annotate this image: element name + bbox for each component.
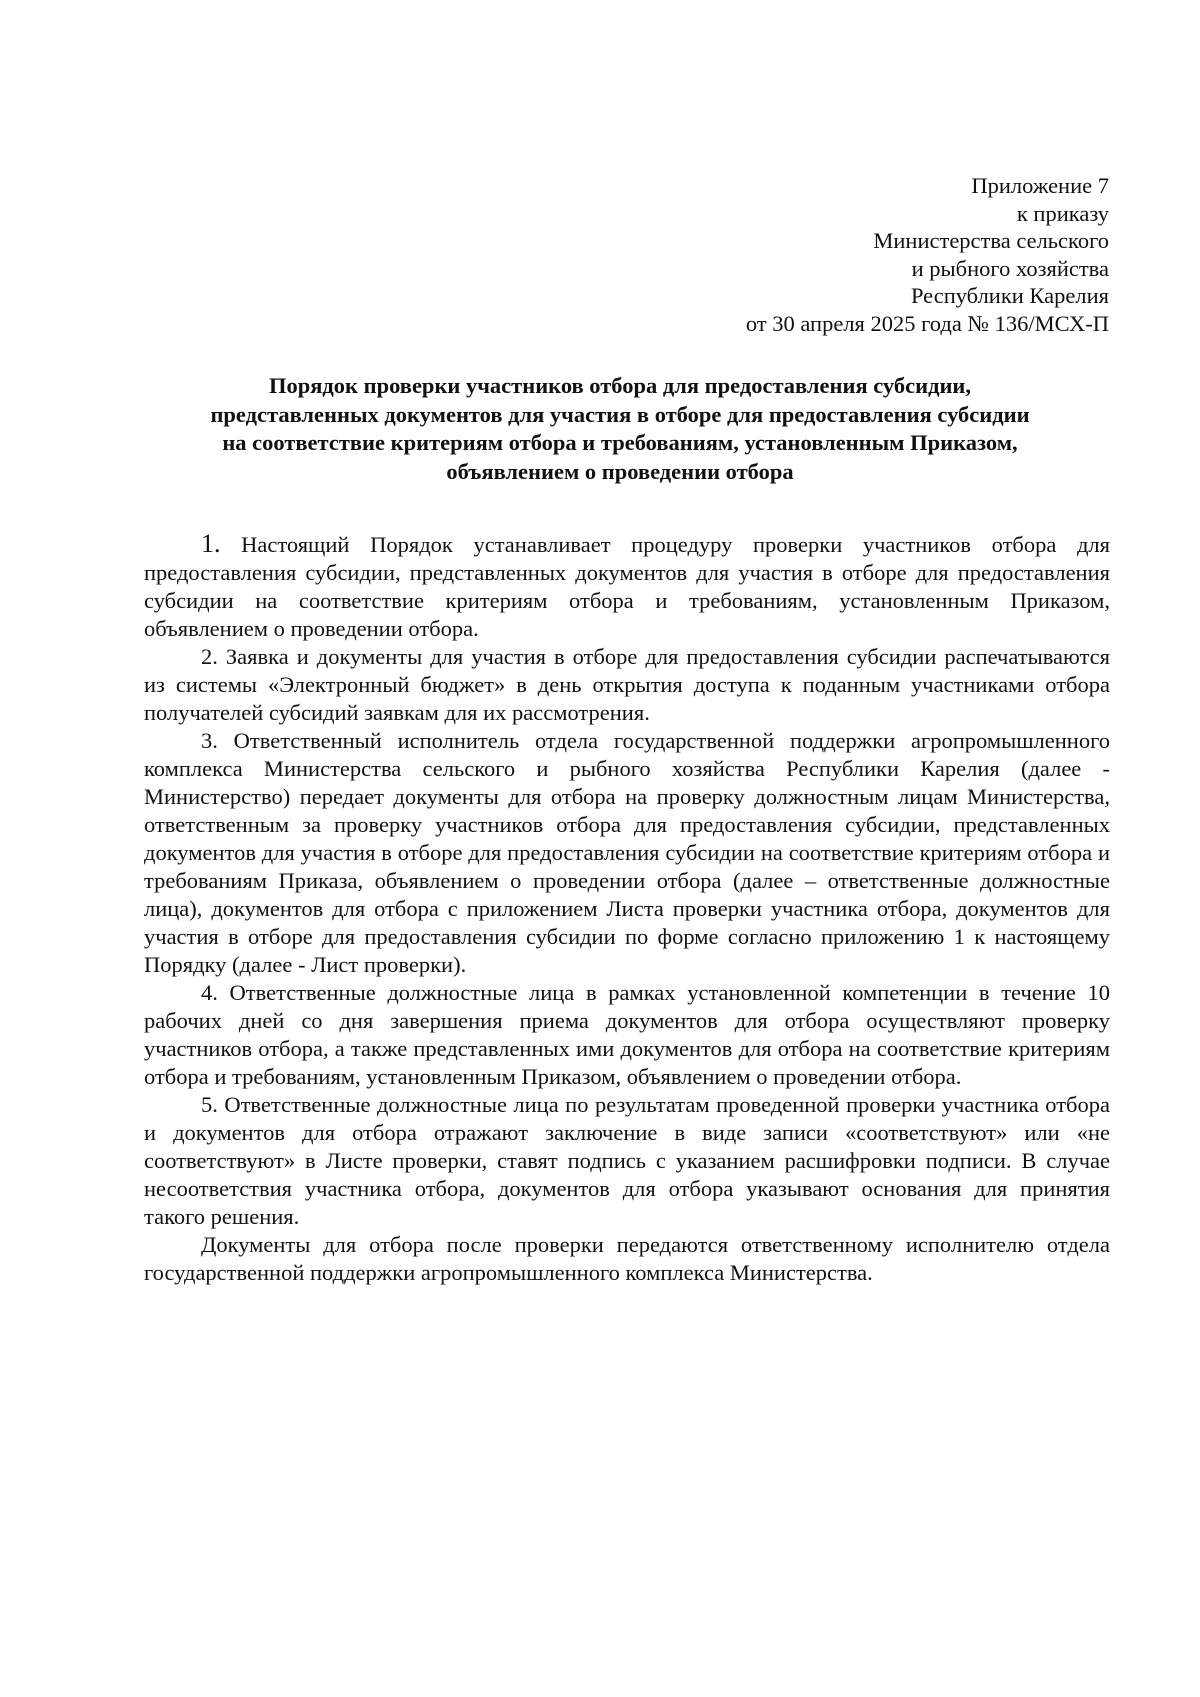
- paragraph-5: [144, 1091, 1110, 1231]
- paragraph-text: Документы для отбора после проверки передаются ответственному исполнителю отдела государственной поддержки агропромышленного комплекса Министерства.: [144, 1232, 1110, 1285]
- paragraph-closing: [144, 1231, 1110, 1287]
- paragraph-1: [144, 530, 1110, 643]
- header-line-appendix-number: Приложение 7: [971, 173, 1109, 198]
- paragraph-text: Настоящий Порядок устанавливает процедуру проверки участников отбора для предоставления субсидии, представленных документов для участия в отборе для предоставления субсидии на соответствие критериям отбора и требованиям, установленным Приказом, объявлением о проведении отбора.: [144, 532, 1110, 641]
- header-line-to-order: к приказу: [1016, 200, 1109, 226]
- paragraph-3: [144, 727, 1110, 979]
- title-line: Порядок проверки участников отбора для предоставления субсидии,: [268, 373, 972, 398]
- paragraph-number: 1.: [201, 529, 221, 558]
- header-line-order-date-number: от 30 апреля 2025 года № 136/МСХ-П: [745, 310, 1109, 336]
- paragraph-text: 4. Ответственные должностные лица в рамках установленной компетенции в течение 10 рабочих дней со дня завершения приема документов для отбора осуществляют проверку участников отбора, а также представленных ими документов для отбора на соответствие критериям отбора и требованиям, установленным Приказом, объявлением о проведении отбора.: [144, 980, 1110, 1089]
- document-title: [130, 372, 1110, 486]
- paragraph-2: [144, 643, 1110, 727]
- appendix-header: [589, 172, 1109, 338]
- paragraph-text: 5. Ответственные должностные лица по результатам проведенной проверки участника отбора и документов для отбора отражают заключение в виде записи «соответствуют» или «не соответствуют» в Листе проверки, ставят подпись с указанием расшифровки подписи. В случае несоответствия участника отбора, документов для отбора указывают основания для принятия такого решения.: [144, 1092, 1110, 1229]
- paragraph-4: [144, 979, 1110, 1091]
- paragraph-text: 3. Ответственный исполнитель отдела государственной поддержки агропромышленного комплекса Министерства сельского и рыбного хозяйства Республики Карелия (далее - Министерство) передает документы для отбора на проверку должностным лицам Министерства, ответственным за проверку участников отбора для предоставления субсидии, представленных документов для участия в отборе для предоставления субсидии на соответствие критериям отбора и требованиям Приказа, объявлением о проведении отбора (далее – ответственные должностные лица), документов для отбора с приложением Листа проверки участника отбора, документов для участия в отборе для предоставления субсидии по форме согласно приложению 1 к настоящему Порядку (далее - Лист проверки).: [144, 728, 1110, 977]
- header-line-ministry: Министерства сельского: [873, 228, 1109, 254]
- title-line: объявлением о проведении отбора: [446, 458, 794, 484]
- title-line: представленных документов для участия в отборе для предоставления субсидии: [210, 401, 1030, 427]
- header-line-republic: Республики Карелия: [910, 283, 1109, 309]
- paragraph-text: 2. Заявка и документы для участия в отборе для предоставления субсидии распечатываются из системы «Электронный бюджет» в день открытия доступа к поданным участниками отбора получателей субсидий заявкам для их рассмотрения.: [144, 644, 1110, 725]
- header-line-ministry-cont: и рыбного хозяйства: [911, 255, 1109, 281]
- document-body: [144, 530, 1110, 1287]
- title-line: на соответствие критериям отбора и требованиям, установленным Приказом,: [222, 430, 1018, 455]
